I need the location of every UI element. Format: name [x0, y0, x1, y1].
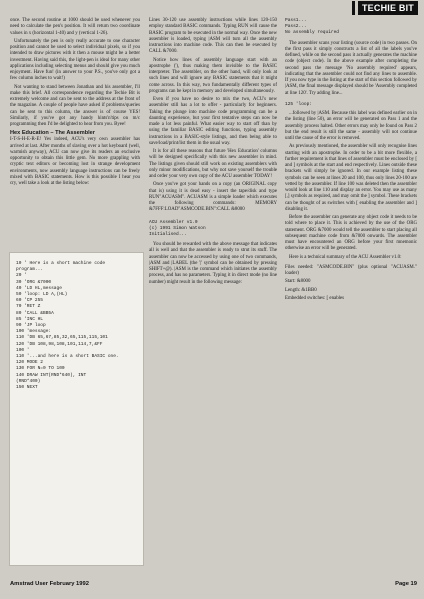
listing-line: 120 MODE 2	[16, 360, 44, 366]
listing-line: 30 'ORG &7000	[16, 279, 52, 285]
col2-paragraph: Once you've got your hands on a copy (an ORIGINAL copy that is) using it is dead easy - insert the tape/disk and type RUN"ACUASM". ACUASM is a simple loader which executes the following commands: MEMORY &7FFF:LOAD"ASMCODE.BIN":CALL &8000	[149, 182, 277, 213]
listing-line: (RND*400)	[16, 378, 41, 384]
logo-bar	[352, 1, 355, 15]
pass-output-line: Pass1...	[285, 18, 307, 23]
listing-line: program...	[16, 267, 44, 273]
col1-paragraph: Not wanting to stand between Jonathan and his assembler, I'll make this brief. All correspondence regarding the Techie Bit is extremely welcome and can be sent to the address at the front of the magazine. A couple of people have asked if problems/queries can be sent to this column, the answer is of course YES! Similarly, if you've got any handy hints'n'tips on m/c programming then I'd be delighted to hear from you. Byee!	[10, 84, 140, 127]
listing-line: 50 'loop: LD A,(HL)	[16, 292, 68, 298]
summary-line: Start: &8000	[285, 279, 311, 285]
col2-paragraph: You should be rewarded with the above message that indicates all is well and that the assembler is ready to strut its stuff. The assembler can now be accessed by using one of two commands, |ASM and |LABEL (the '|' symbol can be obtained by pressing SHIFT+@). |ASM is the command which initiates the assembly process, and has no parameters. Typing it in direct mode (no line number) might result in the following message:	[149, 242, 277, 285]
col1-paragraph: once. The second routine at 1000 should be used whenever you need to calculate the pen's position. It will return two coordinate values in x (horizontal 1-40) and y (vertical 1-26).	[10, 18, 140, 36]
col2-paragraph: Notice how lines of assembly language start with an apostrophe ('), thus making them invisible to the BASIC interpreter. The assembler, on the other hand, will only look at such lines and will ignore any BASIC statements that it might come across. In this way, two fundamentally different types of programs can be kept in memory and developed simultaneously.	[149, 57, 277, 94]
col3-paragraph: ...followed by |ASM. Because this label was defined earlier on in the listing (line 50), an error will be generated on Pass 1 and the assembly process halted. Other errors may only be found on Pass 2 but the end result is still the same - assembly will not continue until the cause of the error is removed.	[285, 111, 417, 142]
col3-paragraph: The assembler scans your listing (source code) in two passes. On the first pass it simply constructs a list of all the labels you've defined, while on the second pass it actually generates the machine code (object code). In the above example after completing the second pass the message 'No assembly required' appears, indicating that the assembler could not find any lines to assemble. If you now type in the listing at the start of this section followed by |ASM, the final message displayed should be 'Assembly completed at line 120'. Try adding line...	[285, 40, 417, 96]
pass-output-line: Pass2...	[285, 24, 307, 30]
listing-line: 100 '	[16, 347, 30, 353]
listing-line: 40 'LD HL,message	[16, 285, 62, 291]
summary-line: Length: &1BB0	[285, 287, 317, 293]
col2-paragraph: It is for all these reasons that future 'Hex Education' columns will be designed specifically with this new assembler in mind. The listings given should still work on existing assemblers with only minor modifications, but why not save yourself the trouble and order your very own copy of the ACU assembler TODAY!	[149, 149, 277, 179]
screen-output-line: (c) 1991 Simon Watson	[149, 225, 206, 231]
listing-line: 10 ' Here is a short machine code	[16, 261, 106, 266]
col2-paragraph: Lines 30-120 use assembly instructions while lines 120-150 employ standard BASIC commands. Typing RUN will cause the BASIC program to be executed in the normal way. Once the new assembler is loaded, typing |ASM will turn all the assembly instructions into machine code. This can then be executed by CALL &7000.	[149, 18, 277, 55]
col1-paragraph: I-T-S-H-E-R-E! Yes indeed, ACU's very own assembler has arrived at last. After months of slaving over a hot keyboard (well, warmish anyway), ACU can now give its readers an exclusive opportunity to obtain this little gem. No more grappling with cryptic text editors or becoming lost in strange development environments, now assembly language instructions can be freely mixed with BASIC statements. How is this possible I hear you cry, well take a look at the listing below:	[10, 137, 140, 186]
listing-line: 60 'CP 255	[16, 298, 44, 304]
footer-page-number: Page 19	[395, 581, 417, 587]
code-line: 125 'loop:	[285, 101, 313, 107]
listing-line: 85 'INC HL	[16, 316, 44, 322]
col1-paragraph: Unfortunately the pen is only really accurate to one character position and cannot be used to select individual pixels, so if you intended to draw pictures with it then a mouse might be a better investment. Having said this, the light-pen is ideal for many other applications including selecting menus and should give you much enjoyment. Have fun! (in answer to your P.S., you've only got a few column inches to wait!)	[10, 38, 140, 82]
listing-line: 70 'RET Z	[16, 304, 41, 310]
listing-line: 80 'CALL &BB5A	[16, 310, 54, 316]
listing-line: 140 DRAW INT(RND*640), INT	[16, 372, 87, 378]
pass-output-line: No assembly required	[285, 30, 340, 36]
logo-text: TECHIE BIT	[361, 3, 414, 13]
col3-paragraph: As previously mentioned, the assembler will only recognise lines starting with an apostrophe. In order to be a bit more flexible, a further requirement is that lines of assembler must be enclosed by [ and ] symbols at the start and end respectively. Lines outside these brackets will simply be ignored. In our example listing these symbols can be seen at lines 20 and 100, thus only lines 20-100 are vetted by the assembler. If line 100 was deleted then the assembler would look at line 110 and display an error. You may use as many [,] symbols as required, and may omit the ] symbol. These brackets can be thought of as switches with [ enabling the assembler and ] disabling it.	[285, 144, 417, 212]
column-2	[149, 18, 277, 288]
page-footer	[10, 579, 417, 589]
listing-line: 120 'DB 108,98,108,101,114,7,&FF	[16, 341, 103, 347]
listing-line: 110 'DB 65,67,85,32,65,115,115,101	[16, 335, 108, 341]
listing-line: 90 'JP loop	[16, 323, 46, 329]
screen-output-line: ACU Assembler v1.0	[149, 219, 198, 225]
listing-line: 110 '...and here is a short BASIC one.	[16, 354, 119, 360]
hex-education-heading: Hex Education – The Assembler	[10, 130, 95, 137]
col2-paragraph: Even if you have no desire to mix the two, ACU's new assembler still has a lot to offer - particularly for beginners. Taking the plunge into machine code programming can be a daunting experience, but your first tentative steps can now be made a lot less painful. What easier way to start off than by using the familiar BASIC editing functions, typing assembly instructions in a BASIC-style listings, and then being able to save/load/print/list them in the usual way.	[149, 97, 277, 146]
col3-paragraph: Before the assembler can generate any object code it needs to be told where to place it. This is achieved by the use of the ORG statement. ORG &7000 would tell the assembler to start placing all subsequent machine code from &7000 onwards. The assembler must have encountered an ORG before your first mnemonic otherwise an error will be generated.	[285, 215, 417, 252]
listing-line: 150 NEXT	[16, 385, 38, 391]
summary-line: Embedded switches: [ enables	[285, 295, 345, 301]
col3-paragraph: Here is a technical summary of the ACU Assembler v1.0:	[289, 254, 402, 260]
footer-publication: Amstrad User February 1992	[10, 581, 89, 587]
techie-bit-logo	[358, 1, 418, 15]
summary-line: Files needed: "ASMCODE.BIN" (plus optional "ACUASM." loader)	[285, 264, 417, 277]
listing-line: 100 'message:	[16, 329, 52, 335]
listing-box	[9, 252, 144, 566]
column-3	[285, 18, 417, 304]
column-1	[10, 18, 140, 189]
screen-output-line: Initialised...	[149, 231, 187, 237]
listing-code	[10, 253, 143, 391]
listing-line: 20 '	[16, 273, 27, 279]
listing-line: 130 FOR N=0 TO 100	[16, 366, 65, 372]
